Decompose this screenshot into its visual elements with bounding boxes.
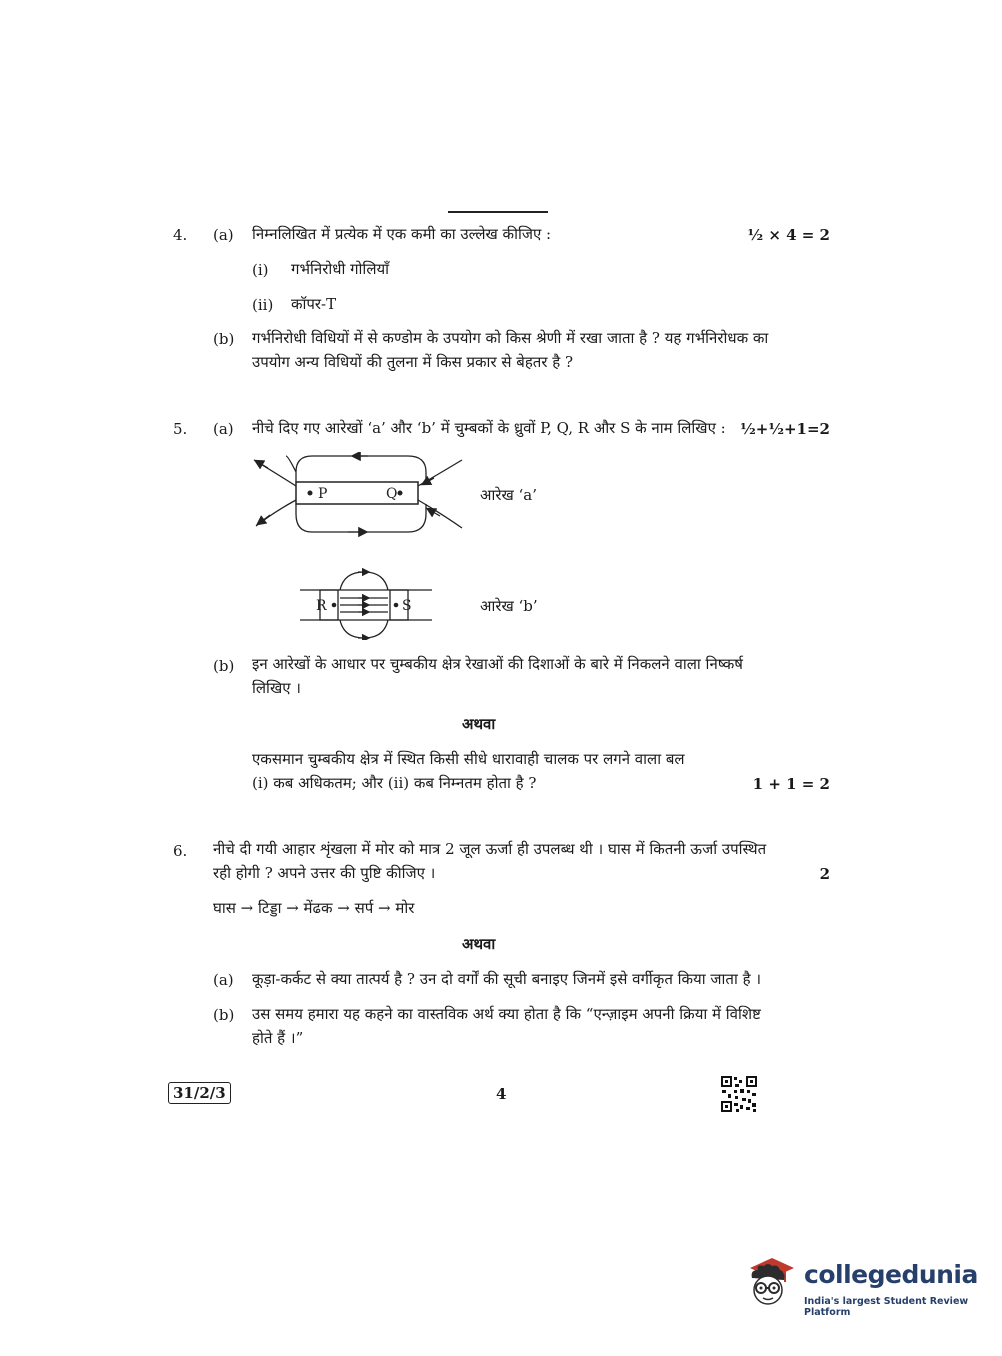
field-line-left-bottom bbox=[256, 500, 296, 526]
q5-or-marks: 1 + 1 = 2 bbox=[752, 775, 830, 793]
q5-a-marks: ½+½+1=2 bbox=[740, 420, 830, 438]
q4-b-line2: उपयोग अन्य विधियों की तुलना में किस प्रकार से बेहतर है ? bbox=[252, 353, 574, 371]
paper-code: 31/2/3 bbox=[168, 1082, 231, 1104]
student-mascot-icon bbox=[742, 1252, 802, 1312]
q4-ii-label: (ii) bbox=[252, 296, 274, 314]
page-number: 4 bbox=[496, 1085, 507, 1103]
q6-line2: रही होगी ? अपने उत्तर की पुष्टि कीजिए । bbox=[213, 864, 436, 882]
question-5-number: 5. bbox=[173, 420, 188, 438]
q4-a-text: निम्नलिखित में प्रत्येक में एक कमी का उल्लेख कीजिए : bbox=[252, 225, 552, 243]
diagram-b-figure bbox=[298, 568, 438, 640]
question-4-number: 4. bbox=[173, 226, 188, 244]
diagram-a-figure bbox=[248, 452, 468, 540]
pole-p: P bbox=[318, 486, 328, 502]
q5-b-label: (b) bbox=[213, 657, 235, 675]
brand-tagline: India's largest Student Review Platform bbox=[804, 1296, 969, 1318]
q5-a-label: (a) bbox=[213, 420, 234, 438]
q6-b-label: (b) bbox=[213, 1006, 235, 1024]
collegedunia-logo bbox=[742, 1252, 978, 1318]
qr-code-icon bbox=[720, 1075, 758, 1113]
q5-b-line1: इन आरेखों के आधार पर चुम्बकीय क्षेत्र रेखाओं की दिशाओं के बारे में निकलने वाला निष्कर्ष bbox=[252, 655, 743, 673]
q6-or-heading: अथवा bbox=[462, 935, 496, 953]
field-loop-lower bbox=[296, 504, 426, 532]
pole-s: S bbox=[402, 598, 412, 614]
field-loop-upper bbox=[296, 456, 426, 482]
q5-a-text: नीचे दिए गए आरेखों ‘a’ और ‘b’ में चुम्बकों के ध्रुवों P, Q, R और S के नाम लिखिए : bbox=[252, 419, 726, 437]
q4-a-label: (a) bbox=[213, 226, 234, 244]
q6-b-line2: होते हैं ।” bbox=[252, 1029, 304, 1047]
q6-a-text: कूड़ा-कर्कट से क्या तात्पर्य है ? उन दो वर्गों की सूची बनाइए जिनमें इसे वर्गीकृत किया जाता है । bbox=[252, 970, 762, 988]
diagram-b-caption: आरेख ‘b’ bbox=[480, 597, 538, 615]
q5-or-line2: (i) कब अधिकतम; और (ii) कब निम्नतम होता है ? bbox=[252, 774, 537, 792]
diagram-a-caption: आरेख ‘a’ bbox=[480, 486, 537, 504]
q6-b-line1: उस समय हमारा यह कहने का वास्तविक अर्थ क्या होता है कि “एन्ज़ाइम अपनी क्रिया में विशिष्ट bbox=[252, 1005, 761, 1023]
pole-q: Q bbox=[386, 486, 398, 502]
q4-ii-text: कॉपर-T bbox=[291, 295, 337, 313]
q5-or-heading: अथवा bbox=[462, 715, 496, 733]
q4-i-label: (i) bbox=[252, 261, 269, 279]
pole-r: R bbox=[316, 598, 327, 614]
q4-b-line1: गर्भनिरोधी विधियों में से कण्डोम के उपयोग को किस श्रेणी में रखा जाता है ? यह गर्भनिरोधक का bbox=[252, 329, 769, 347]
q6-food-chain: घास → टिड्डा → मेंढक → सर्प → मोर bbox=[213, 899, 415, 917]
q5-b-line2: लिखिए । bbox=[252, 679, 301, 697]
q6-line1: नीचे दी गयी आहार शृंखला में मोर को मात्र 2 जूल ऊर्जा ही उपलब्ध थी । घास में कितनी ऊर्जा उपस्थित bbox=[213, 840, 767, 858]
q4-i-text: गर्भनिरोधी गोलियाँ bbox=[291, 260, 390, 278]
q4-a-marks: ½ × 4 = 2 bbox=[747, 226, 830, 244]
q6-a-label: (a) bbox=[213, 971, 234, 989]
q4-b-label: (b) bbox=[213, 330, 235, 348]
q6-marks: 2 bbox=[819, 865, 830, 883]
brand-name: collegedunia bbox=[804, 1260, 978, 1289]
q5-or-line1: एकसमान चुम्बकीय क्षेत्र में स्थित किसी सीधे धारावाही चालक पर लगने वाला बल bbox=[252, 750, 685, 768]
top-rule bbox=[448, 211, 548, 213]
question-6-number: 6. bbox=[173, 842, 188, 860]
